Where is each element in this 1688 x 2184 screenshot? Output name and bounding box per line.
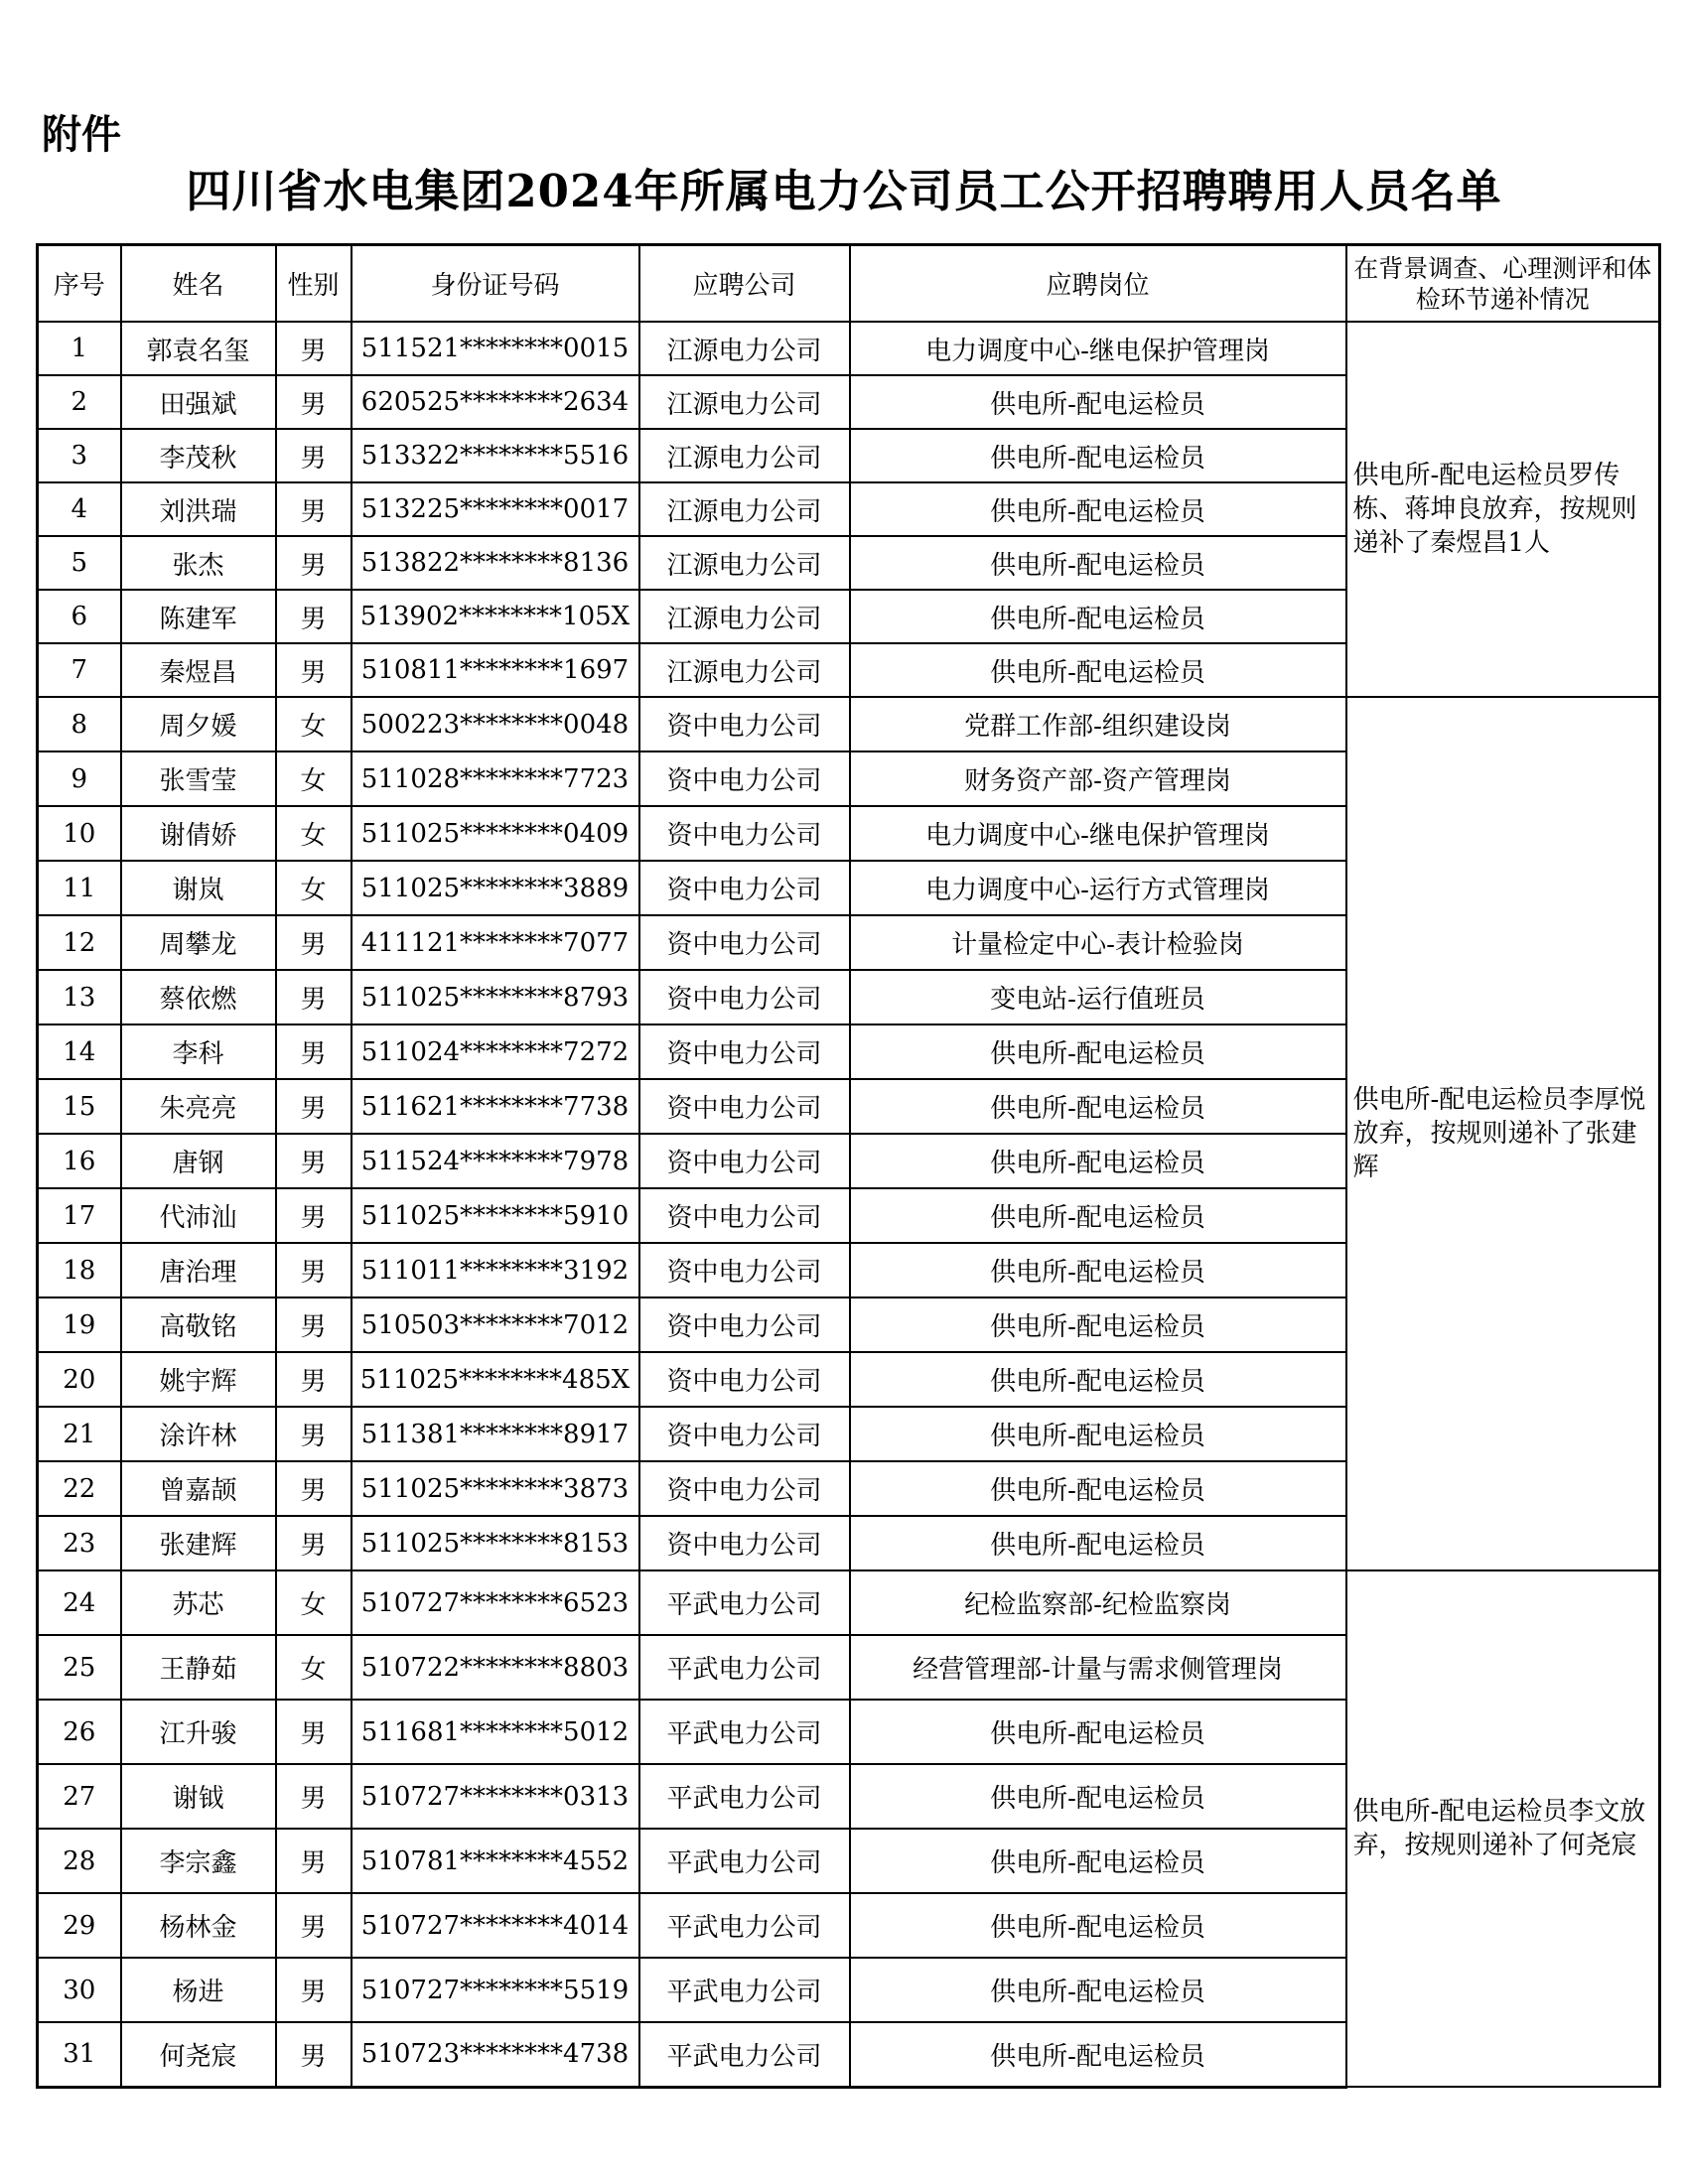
cell-name: 陈建军 [121,590,276,643]
cell-id-number: 513902********105X [352,590,639,643]
cell-name: 张建辉 [121,1516,276,1570]
cell-no: 17 [38,1188,121,1243]
cell-gender: 男 [276,375,352,429]
cell-position: 供电所-配电运检员 [850,536,1346,590]
cell-id-number: 620525********2634 [352,375,639,429]
cell-gender: 男 [276,1461,352,1516]
column-header-gender: 性别 [276,245,352,323]
cell-company: 资中电力公司 [639,1134,850,1188]
cell-name: 李宗鑫 [121,1829,276,1893]
cell-position: 纪检监察部-纪检监察岗 [850,1570,1346,1635]
cell-gender: 男 [276,1243,352,1297]
cell-no: 8 [38,697,121,751]
cell-name: 高敬铭 [121,1297,276,1352]
cell-position: 供电所-配电运检员 [850,429,1346,482]
cell-company: 平武电力公司 [639,1764,850,1829]
cell-company: 资中电力公司 [639,806,850,861]
cell-no: 26 [38,1700,121,1764]
cell-id-number: 510727********0313 [352,1764,639,1829]
cell-name: 田强斌 [121,375,276,429]
cell-id-number: 511025********3889 [352,861,639,915]
cell-name: 张杰 [121,536,276,590]
cell-gender: 男 [276,482,352,536]
cell-name: 蔡依燃 [121,970,276,1024]
cell-no: 20 [38,1352,121,1407]
cell-position: 供电所-配电运检员 [850,1188,1346,1243]
cell-name: 刘洪瑞 [121,482,276,536]
cell-name: 杨进 [121,1958,276,2022]
cell-gender: 男 [276,1079,352,1134]
cell-no: 22 [38,1461,121,1516]
cell-no: 12 [38,915,121,970]
column-header-id-number: 身份证号码 [352,245,639,323]
cell-position: 供电所-配电运检员 [850,1516,1346,1570]
cell-id-number: 511025********3873 [352,1461,639,1516]
cell-company: 江源电力公司 [639,429,850,482]
document-title: 四川省水电集团2024年所属电力公司员工公开招聘聘用人员名单 [186,165,1502,217]
cell-position: 供电所-配电运检员 [850,1461,1346,1516]
cell-name: 曾嘉颉 [121,1461,276,1516]
cell-name: 朱亮亮 [121,1079,276,1134]
cell-no: 7 [38,643,121,697]
cell-company: 平武电力公司 [639,1829,850,1893]
cell-id-number: 510781********4552 [352,1829,639,1893]
cell-company: 资中电力公司 [639,1516,850,1570]
cell-name: 唐钢 [121,1134,276,1188]
cell-position: 供电所-配电运检员 [850,1134,1346,1188]
cell-id-number: 510727********6523 [352,1570,639,1635]
cell-id-number: 511621********7738 [352,1079,639,1134]
cell-position: 供电所-配电运检员 [850,1297,1346,1352]
cell-company: 资中电力公司 [639,970,850,1024]
cell-company: 平武电力公司 [639,1635,850,1700]
cell-id-number: 511025********5910 [352,1188,639,1243]
cell-name: 唐治理 [121,1243,276,1297]
cell-position: 计量检定中心-表计检验岗 [850,915,1346,970]
cell-id-number: 513822********8136 [352,536,639,590]
cell-gender: 男 [276,590,352,643]
cell-company: 资中电力公司 [639,1297,850,1352]
cell-company: 平武电力公司 [639,1893,850,1958]
cell-name: 谢倩娇 [121,806,276,861]
cell-no: 5 [38,536,121,590]
cell-gender: 男 [276,1297,352,1352]
table-body [38,322,1660,2087]
cell-id-number: 513322********5516 [352,429,639,482]
cell-gender: 女 [276,806,352,861]
cell-name: 周攀龙 [121,915,276,970]
cell-position: 供电所-配电运检员 [850,1407,1346,1461]
cell-gender: 女 [276,697,352,751]
cell-gender: 男 [276,1352,352,1407]
cell-position: 电力调度中心-继电保护管理岗 [850,322,1346,375]
cell-name: 苏芯 [121,1570,276,1635]
cell-id-number: 511521********0015 [352,322,639,375]
cell-position: 供电所-配电运检员 [850,2022,1346,2087]
cell-name: 谢钺 [121,1764,276,1829]
cell-name: 姚宇辉 [121,1352,276,1407]
cell-no: 3 [38,429,121,482]
cell-no: 21 [38,1407,121,1461]
column-header-no: 序号 [38,245,121,323]
cell-name: 张雪莹 [121,751,276,806]
cell-gender: 女 [276,1570,352,1635]
cell-company: 资中电力公司 [639,915,850,970]
cell-position: 电力调度中心-继电保护管理岗 [850,806,1346,861]
cell-no: 31 [38,2022,121,2087]
cell-company: 江源电力公司 [639,643,850,697]
cell-name: 李科 [121,1024,276,1079]
cell-name: 秦煜昌 [121,643,276,697]
cell-position: 供电所-配电运检员 [850,643,1346,697]
cell-name: 周夕媛 [121,697,276,751]
cell-gender: 男 [276,1958,352,2022]
cell-company: 资中电力公司 [639,1461,850,1516]
cell-id-number: 511025********8153 [352,1516,639,1570]
cell-company: 江源电力公司 [639,536,850,590]
cell-position: 供电所-配电运检员 [850,375,1346,429]
cell-gender: 男 [276,1188,352,1243]
cell-position: 供电所-配电运检员 [850,1352,1346,1407]
cell-no: 11 [38,861,121,915]
cell-no: 2 [38,375,121,429]
cell-company: 资中电力公司 [639,1024,850,1079]
cell-no: 29 [38,1893,121,1958]
cell-id-number: 511381********8917 [352,1407,639,1461]
cell-position: 财务资产部-资产管理岗 [850,751,1346,806]
cell-position: 供电所-配电运检员 [850,1829,1346,1893]
substitution-note: 供电所-配电运检员李文放弃，按规则递补了何尧宸 [1346,1570,1660,2087]
cell-position: 电力调度中心-运行方式管理岗 [850,861,1346,915]
cell-name: 何尧宸 [121,2022,276,2087]
cell-id-number: 510723********4738 [352,2022,639,2087]
cell-gender: 男 [276,1407,352,1461]
cell-position: 党群工作部-组织建设岗 [850,697,1346,751]
cell-gender: 男 [276,1024,352,1079]
cell-gender: 男 [276,1893,352,1958]
cell-position: 供电所-配电运检员 [850,590,1346,643]
cell-id-number: 511025********485X [352,1352,639,1407]
cell-company: 平武电力公司 [639,1700,850,1764]
cell-gender: 男 [276,915,352,970]
cell-id-number: 511011********3192 [352,1243,639,1297]
cell-id-number: 510727********4014 [352,1893,639,1958]
cell-gender: 男 [276,536,352,590]
cell-gender: 男 [276,1764,352,1829]
substitution-note: 供电所-配电运检员李厚悦放弃，按规则递补了张建辉 [1346,697,1660,1570]
cell-id-number: 513225********0017 [352,482,639,536]
cell-no: 24 [38,1570,121,1635]
cell-name: 江升骏 [121,1700,276,1764]
column-header-position: 应聘岗位 [850,245,1346,323]
cell-gender: 男 [276,1516,352,1570]
cell-company: 资中电力公司 [639,1188,850,1243]
cell-company: 平武电力公司 [639,2022,850,2087]
column-header-company: 应聘公司 [639,245,850,323]
cell-position: 供电所-配电运检员 [850,1243,1346,1297]
cell-gender: 女 [276,861,352,915]
cell-id-number: 511025********0409 [352,806,639,861]
cell-position: 供电所-配电运检员 [850,1079,1346,1134]
cell-gender: 男 [276,1700,352,1764]
cell-no: 6 [38,590,121,643]
cell-position: 供电所-配电运检员 [850,482,1346,536]
cell-id-number: 510811********1697 [352,643,639,697]
cell-position: 供电所-配电运检员 [850,1893,1346,1958]
column-header-substitution-note: 在背景调查、心理测评和体检环节递补情况 [1346,245,1660,323]
cell-gender: 男 [276,1829,352,1893]
cell-no: 16 [38,1134,121,1188]
attachment-label: 附件 [42,112,121,158]
cell-id-number: 511025********8793 [352,970,639,1024]
cell-company: 江源电力公司 [639,590,850,643]
cell-gender: 男 [276,643,352,697]
cell-company: 江源电力公司 [639,482,850,536]
cell-gender: 女 [276,751,352,806]
cell-company: 资中电力公司 [639,1243,850,1297]
cell-position: 供电所-配电运检员 [850,1958,1346,2022]
cell-gender: 女 [276,1635,352,1700]
cell-no: 13 [38,970,121,1024]
table-header-row [38,245,1660,323]
cell-no: 23 [38,1516,121,1570]
cell-no: 30 [38,1958,121,2022]
cell-position: 供电所-配电运检员 [850,1024,1346,1079]
cell-gender: 男 [276,429,352,482]
hiring-roster-table [36,243,1661,2089]
cell-no: 19 [38,1297,121,1352]
cell-no: 25 [38,1635,121,1700]
cell-company: 资中电力公司 [639,697,850,751]
cell-name: 谢岚 [121,861,276,915]
cell-gender: 男 [276,322,352,375]
table-row [38,697,1660,751]
cell-no: 10 [38,806,121,861]
cell-id-number: 511681********5012 [352,1700,639,1764]
cell-name: 王静茹 [121,1635,276,1700]
cell-name: 杨林金 [121,1893,276,1958]
cell-position: 变电站-运行值班员 [850,970,1346,1024]
table-row [38,322,1660,375]
cell-name: 涂许林 [121,1407,276,1461]
cell-company: 资中电力公司 [639,1079,850,1134]
cell-id-number: 510503********7012 [352,1297,639,1352]
cell-company: 资中电力公司 [639,1407,850,1461]
cell-company: 资中电力公司 [639,751,850,806]
cell-company: 江源电力公司 [639,375,850,429]
cell-id-number: 511028********7723 [352,751,639,806]
cell-name: 代沛汕 [121,1188,276,1243]
cell-position: 供电所-配电运检员 [850,1700,1346,1764]
cell-company: 江源电力公司 [639,322,850,375]
cell-id-number: 411121********7077 [352,915,639,970]
cell-id-number: 500223********0048 [352,697,639,751]
cell-gender: 男 [276,970,352,1024]
cell-id-number: 510727********5519 [352,1958,639,2022]
cell-no: 28 [38,1829,121,1893]
cell-no: 9 [38,751,121,806]
cell-gender: 男 [276,1134,352,1188]
cell-gender: 男 [276,2022,352,2087]
cell-no: 15 [38,1079,121,1134]
column-header-name: 姓名 [121,245,276,323]
cell-id-number: 510722********8803 [352,1635,639,1700]
cell-no: 14 [38,1024,121,1079]
cell-no: 1 [38,322,121,375]
cell-no: 27 [38,1764,121,1829]
cell-position: 经营管理部-计量与需求侧管理岗 [850,1635,1346,1700]
cell-name: 李茂秋 [121,429,276,482]
cell-name: 郭袁名玺 [121,322,276,375]
cell-company: 资中电力公司 [639,861,850,915]
cell-id-number: 511024********7272 [352,1024,639,1079]
cell-no: 18 [38,1243,121,1297]
substitution-note: 供电所-配电运检员罗传栋、蒋坤良放弃，按规则递补了秦煜昌1人 [1346,322,1660,697]
cell-company: 平武电力公司 [639,1570,850,1635]
cell-id-number: 511524********7978 [352,1134,639,1188]
cell-company: 资中电力公司 [639,1352,850,1407]
table-row [38,1570,1660,1635]
cell-no: 4 [38,482,121,536]
cell-company: 平武电力公司 [639,1958,850,2022]
cell-position: 供电所-配电运检员 [850,1764,1346,1829]
